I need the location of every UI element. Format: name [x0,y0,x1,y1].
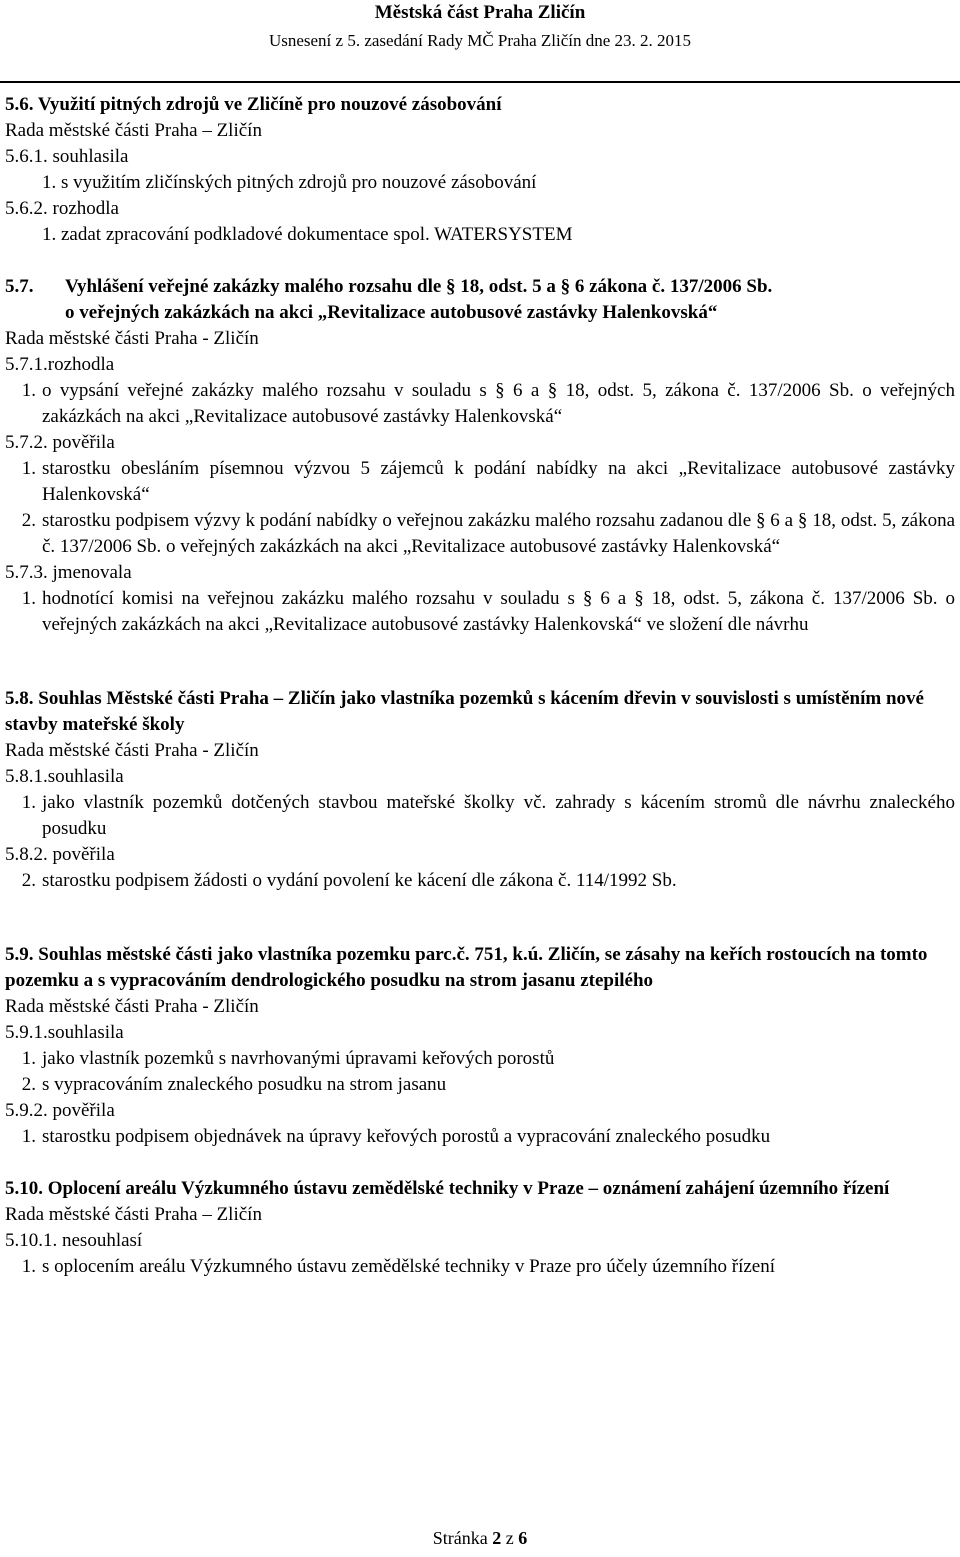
item-text: jako vlastník pozemků dotčených stavbou mateřské školky vč. zahrady s kácením stromů dle návrhu znaleckého posudku [42,792,955,839]
footer-of: z [505,1528,514,1548]
item-text: starostku podpisem výzvy k podání nabídky o veřejnou zakázku malého rozsahu zadanou dle § 6 a § 18, odst. 5, zákona č. 137/2006 Sb. o veřejných zakázkách na akci „Revitalizace autobusové zastávky Halenkovská“ [42,510,955,557]
section-5-9-1-head: 5.9.1.souhlasila [5,1022,124,1043]
section-5-6-body: Rada městské části Praha – Zličín [5,120,262,141]
header-divider [0,81,960,83]
item-number: 2. [21,1074,36,1095]
section-5-9-2-head: 5.9.2. pověřila [5,1100,115,1121]
section-5-6-1-item: 1. s využitím zličínských pitných zdrojů pro nouzové zásobování [42,172,537,193]
list-item [5,378,955,430]
item-text: starostku obesláním písemnou výzvou 5 zájemců k podání nabídky na akci „Revitalizace autobusové zastávky Halenkovská“ [42,458,955,505]
section-number: 5.7. [5,276,34,297]
section-title-line: Vyhlášení veřejné zakázky malého rozsahu dle § 18, odst. 5 a § 6 zákona č. 137/2006 Sb. [65,276,773,297]
footer-total-pages: 6 [518,1528,528,1548]
section-5-7-body: Rada městské části Praha - Zličín [5,328,259,349]
section-5-10-1-head: 5.10.1. nesouhlasí [5,1230,143,1251]
document-body [5,92,955,1280]
section-5-10-body: Rada městské části Praha – Zličín [5,1204,262,1225]
list-item [5,1046,955,1072]
list-item [5,586,955,638]
footer-prefix: Stránka [432,1528,488,1548]
item-text: s vypracováním znaleckého posudku na strom jasanu [42,1074,447,1095]
list-item [5,508,955,560]
item-number: 1. [21,588,36,609]
item-text: starostku podpisem žádosti o vydání povolení ke kácení dle zákona č. 114/1992 Sb. [42,870,677,891]
list-item [5,1072,955,1098]
section-5-10-title: 5.10. Oplocení areálu Výzkumného ústavu zemědělské techniky v Praze – oznámení zahájení územního řízení [5,1178,890,1199]
item-text: hodnotící komisi na veřejnou zakázku malého rozsahu v souladu s § 6 a § 18, odst. 5, zákona č. 137/2006 Sb. o veřejných zakázkách na akci „Revitalizace autobusové zastávky Halenkovská“ ve složení dle návrhu [42,588,955,635]
section-5-7-3-head: 5.7.3. jmenovala [5,562,132,583]
item-text: jako vlastník pozemků s navrhovanými úpravami keřových porostů [42,1048,555,1069]
list-item [5,790,955,842]
item-text: o vypsání veřejné zakázky malého rozsahu v souladu s § 6 a § 18, odst. 5, zákona č. 137/2006 Sb. o veřejných zakázkách na akci „Revitalizace autobusové zastávky Halenkovská“ [42,380,955,427]
list-item [5,1254,955,1280]
page-footer [0,1528,960,1549]
item-number: 1. [21,1126,36,1147]
organization-name: Městská část Praha Zličín [374,2,586,23]
section-5-8-1-head: 5.8.1.souhlasila [5,766,124,787]
section-5-9-body: Rada městské části Praha - Zličín [5,996,259,1017]
footer-page-number: 2 [492,1528,502,1548]
item-number: 1. [21,1048,36,1069]
section-5-8-body: Rada městské části Praha - Zličín [5,740,259,761]
item-number: 1. [21,792,36,813]
item-text: s oplocením areálu Výzkumného ústavu zemědělské techniky v Praze pro účely územního řízení [42,1256,776,1277]
item-number: 1. [21,1256,36,1277]
list-item [5,868,955,894]
section-5-7-1-head: 5.7.1.rozhodla [5,354,115,375]
item-number: 1. [21,458,36,479]
section-title-line: o veřejných zakázkách na akci „Revitalizace autobusové zastávky Halenkovská“ [65,302,718,323]
section-5-8-title: 5.8. Souhlas Městské části Praha – Zličín jako vlastníka pozemků s kácením dřevin v souvislosti s umístěním nové stavby mateřské školy [5,688,924,735]
section-5-9-title: 5.9. Souhlas městské části jako vlastníka pozemku parc.č. 751, k.ú. Zličín, se zásahy na keřích rostoucích na tomto pozemku a s vypracováním dendrologického posudku na strom jasanu ztepilého [5,944,928,991]
item-text: starostku podpisem objednávek na úpravy keřových porostů a vypracování znaleckého posudku [42,1126,771,1147]
section-5-6-2-head: 5.6.2. rozhodla [5,198,119,219]
item-number: 2. [21,870,36,891]
section-5-8-2-head: 5.8.2. pověřila [5,844,115,865]
section-5-7-title [5,274,955,326]
item-number: 1. [21,380,36,401]
section-5-6-title: 5.6. Využití pitných zdrojů ve Zličíně pro nouzové zásobování [5,94,502,115]
section-5-6-2-item: 1. zadat zpracování podkladové dokumentace spol. WATERSYSTEM [42,224,573,245]
resolution-subtitle: Usnesení z 5. zasedání Rady MČ Praha Zličín dne 23. 2. 2015 [268,31,692,50]
list-item [5,456,955,508]
list-item [5,1124,955,1150]
section-5-6-1-head: 5.6.1. souhlasila [5,146,129,167]
item-number: 2. [21,510,36,531]
section-5-7-2-head: 5.7.2. pověřila [5,432,115,453]
document-header [0,0,960,52]
